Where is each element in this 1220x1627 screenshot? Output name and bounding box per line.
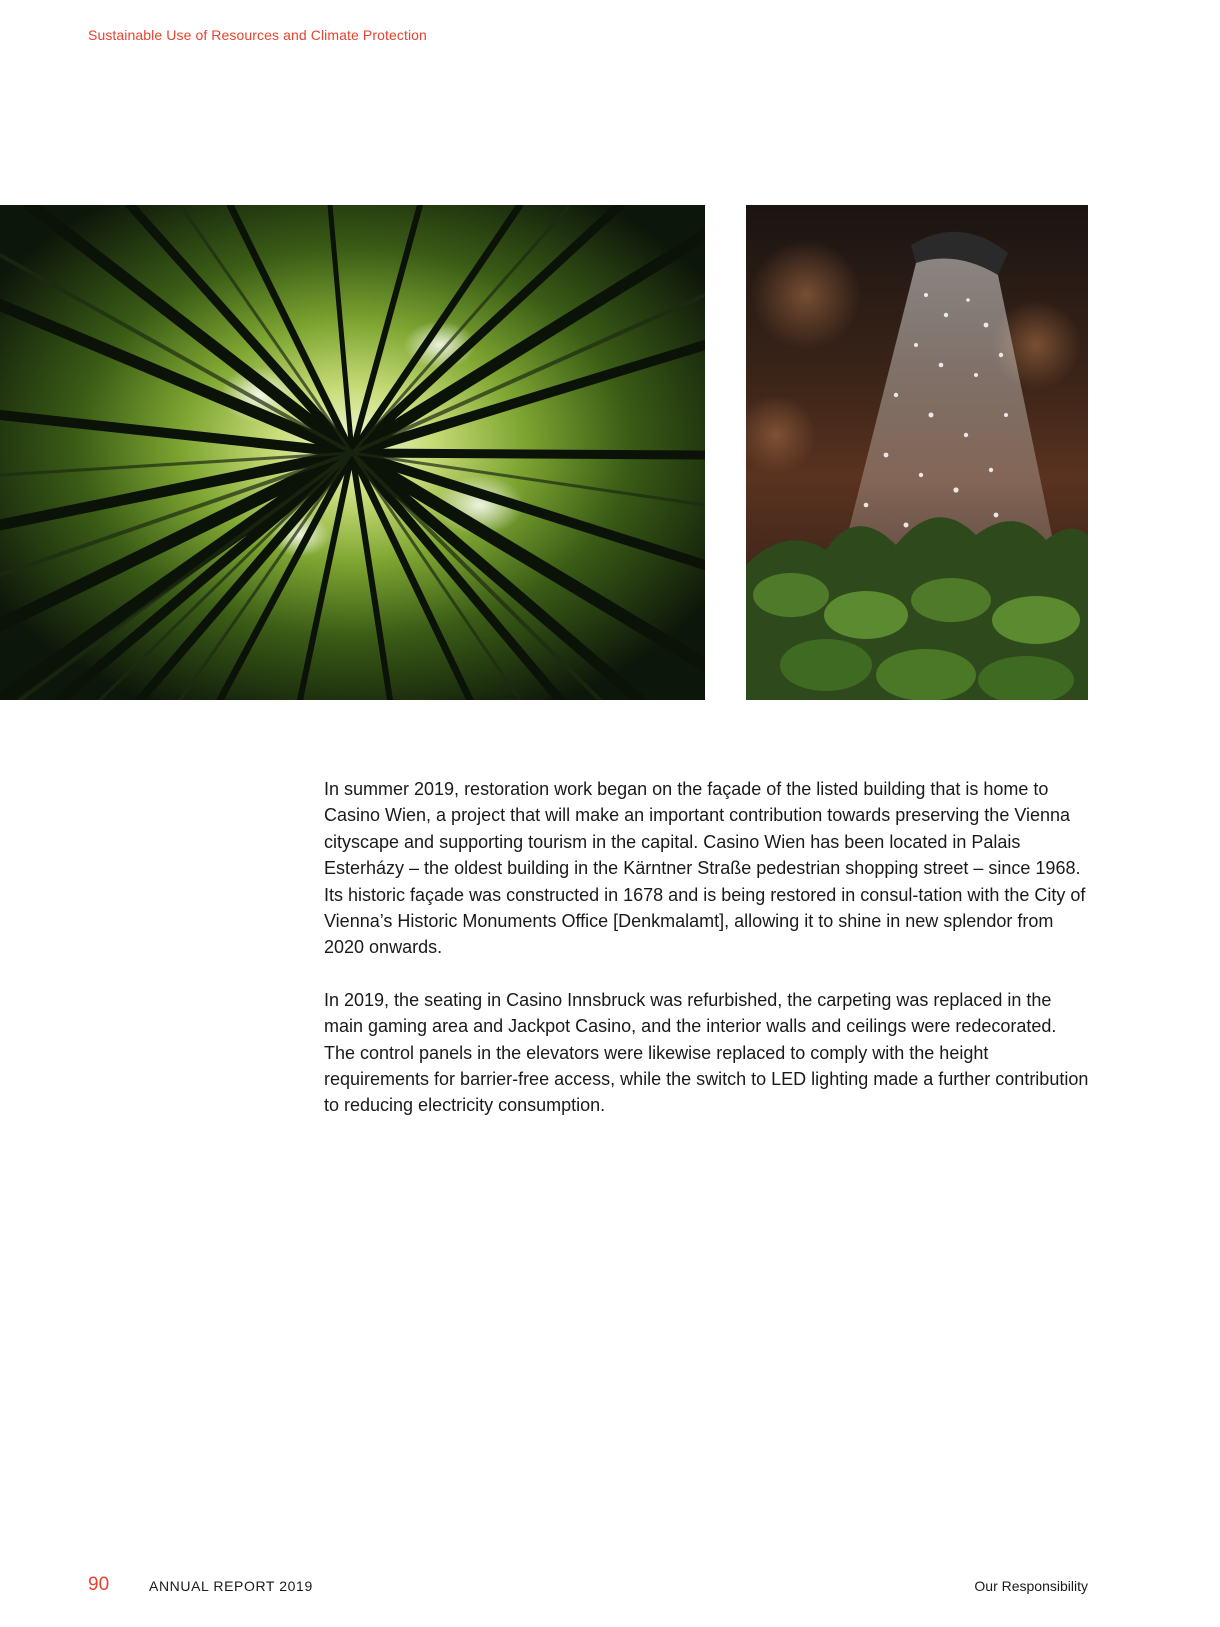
page-footer	[0, 1574, 1220, 1598]
section-header: Sustainable Use of Resources and Climate Protection	[88, 27, 427, 43]
watering-can-photo	[746, 205, 1088, 700]
report-title: ANNUAL REPORT 2019	[149, 1578, 313, 1594]
paragraph-casino-innsbruck: In 2019, the seating in Casino Innsbruck was refurbished, the carpeting was replaced in the main gaming area and Jackpot Casino, and the interior walls and ceilings were redecorated. The control panels in the elevators were likewise replaced to comply with the height requirements for barrier-free access, while the switch to LED lighting made a further contribution to reducing electricity consumption.	[324, 989, 1089, 1116]
page-number: 90	[88, 1574, 110, 1595]
bamboo-forest-photo	[0, 205, 705, 700]
body-text	[324, 776, 1089, 1145]
paragraph-casino-wien: In summer 2019, restoration work began on the façade of the listed building that is home to Casino Wien, a project that will make an important contribution towards preserving the Vienna cityscape and supporting tourism in the capital. Casino Wien has been located in Palais Esterházy – the oldest building in the Kärntner Straße pedestrian shopping street – since 1968. Its historic façade was constructed in 1678 and is being restored in consul-tation with the City of Vienna’s Historic Monuments Office [Denkmalamt], allowing it to shine in new splendor from 2020 onwards.	[324, 779, 1086, 958]
footer-section-label: Our Responsibility	[974, 1578, 1088, 1594]
